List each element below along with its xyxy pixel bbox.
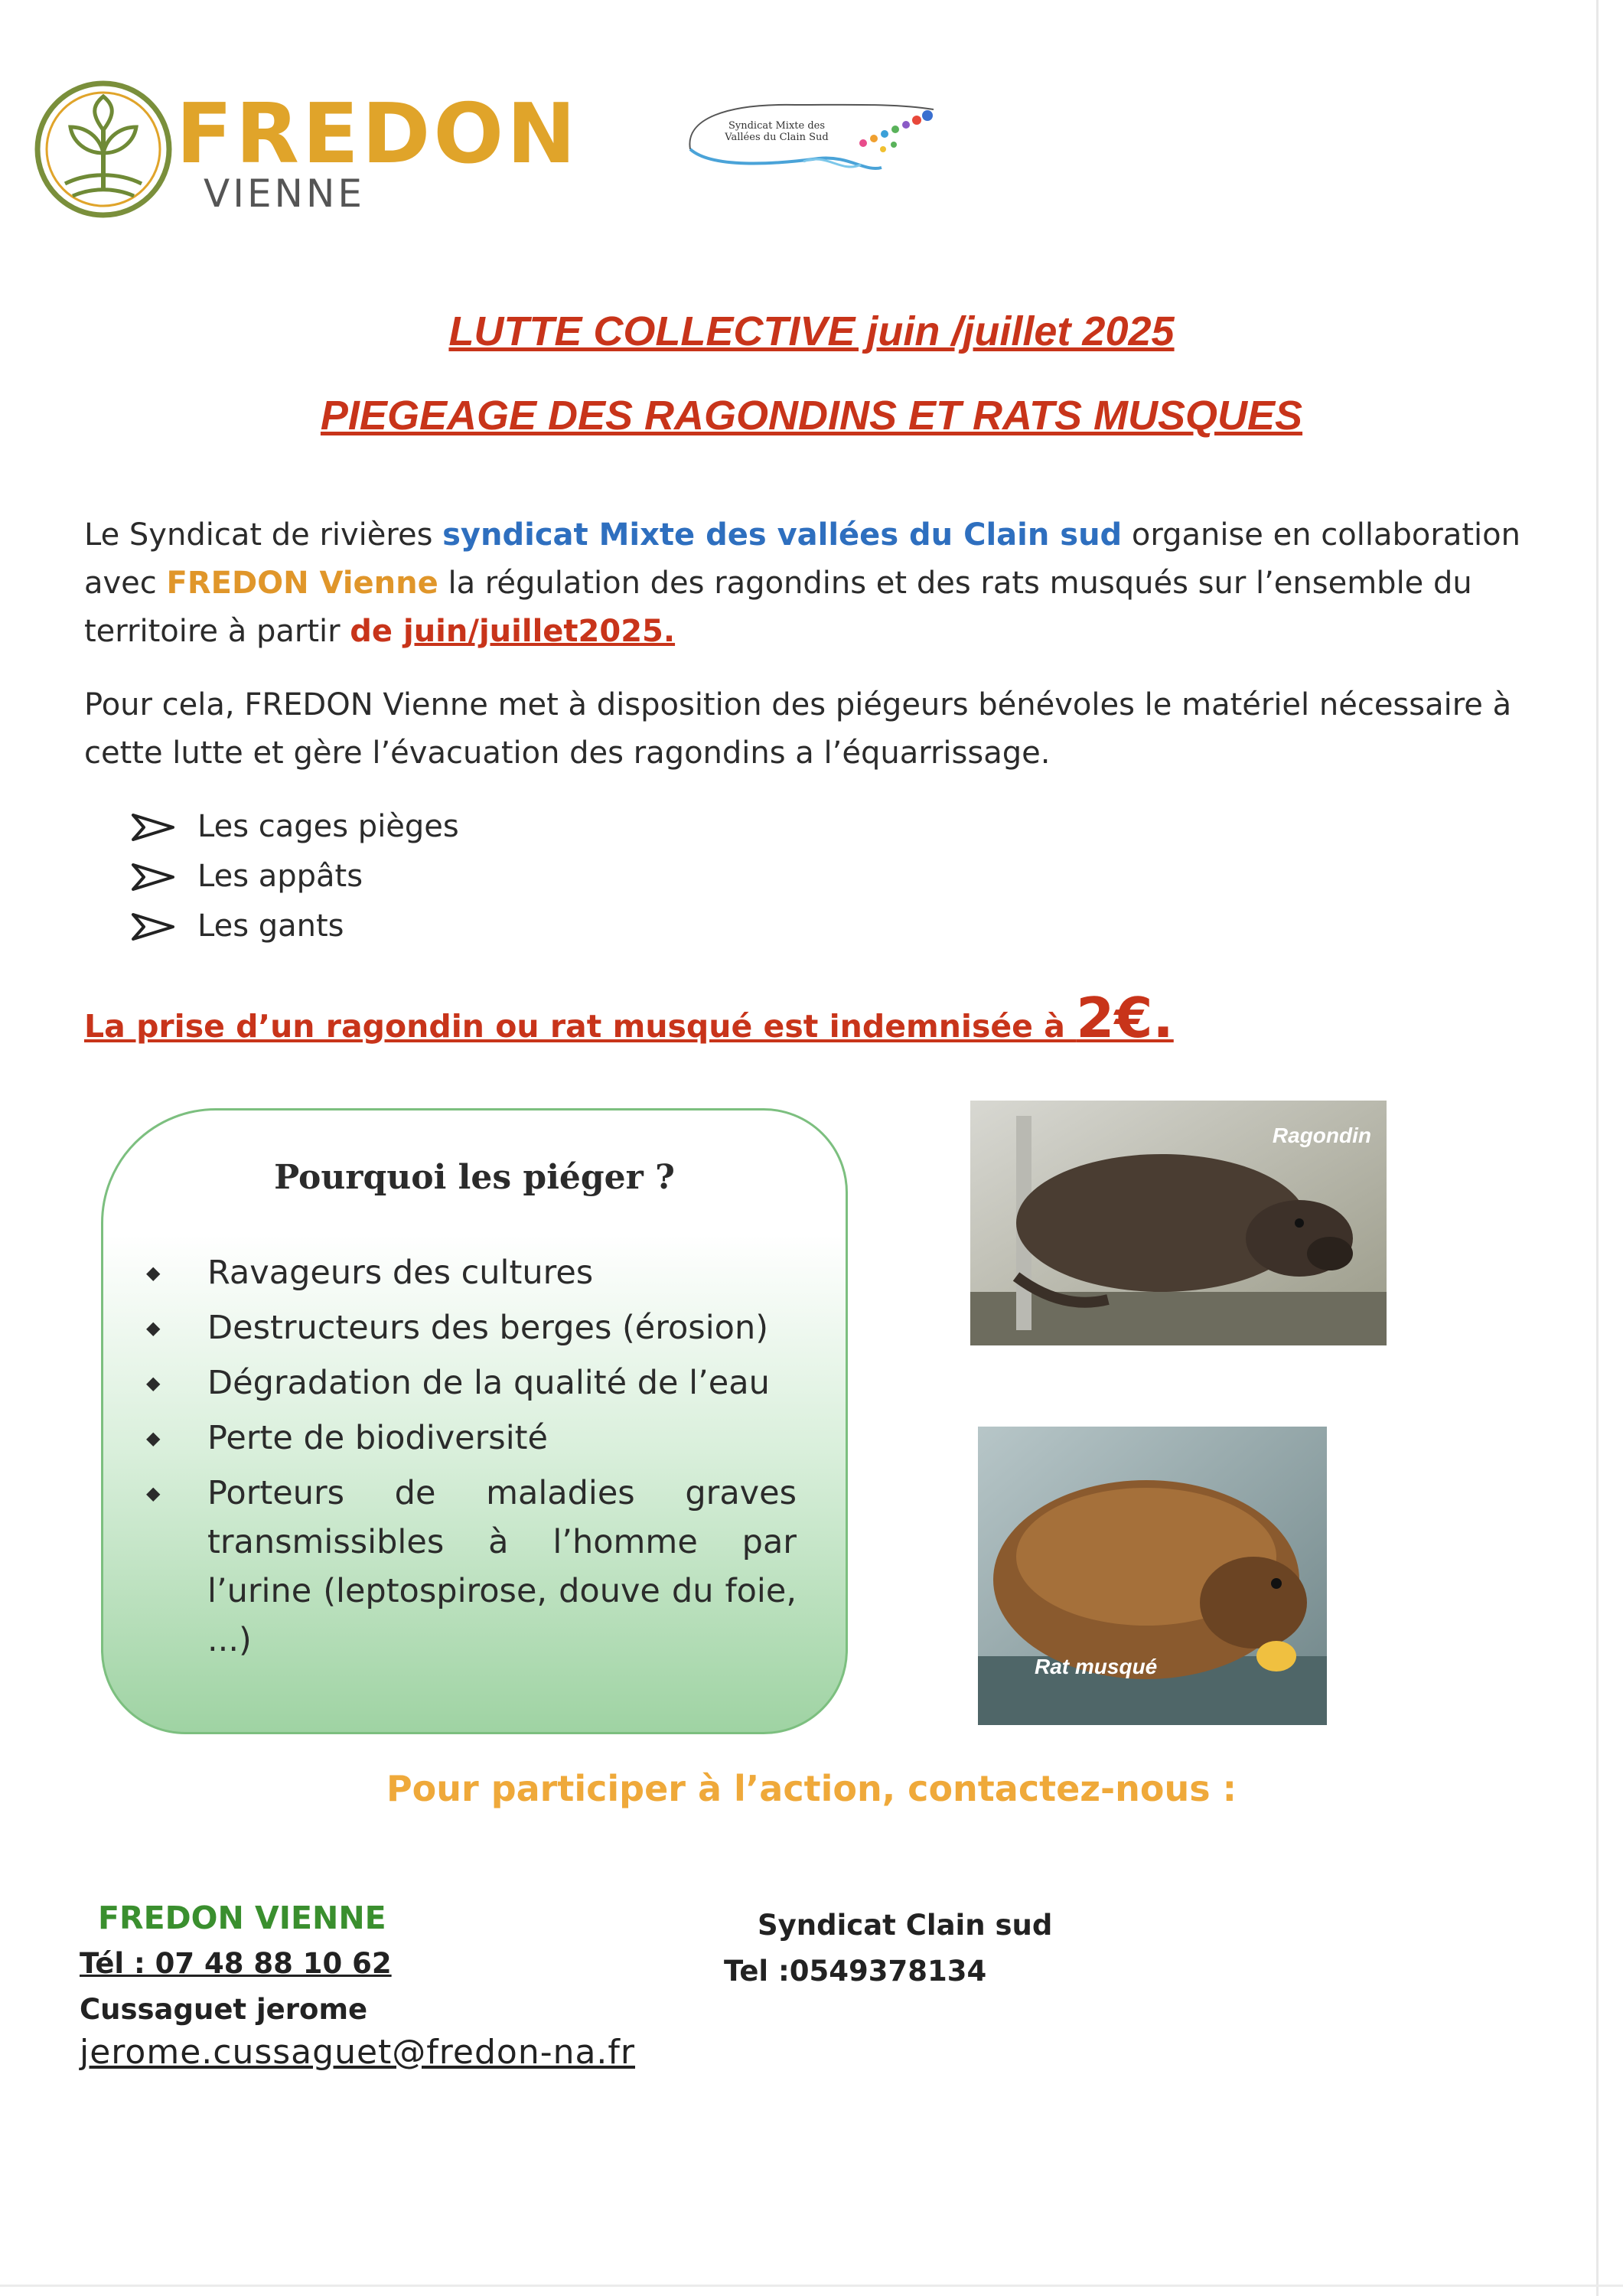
syndicat-phone[interactable]: Tel :0549378134: [724, 1955, 987, 1988]
syndicat-contact: [724, 1903, 1183, 1994]
ragondin-label: Ragondin: [1272, 1124, 1371, 1147]
list-item: [130, 852, 742, 902]
why-item-text: Ravageurs des cultures: [207, 1254, 594, 1292]
fredon-person: Cussaguet jerome: [80, 1993, 368, 2026]
why-item-text: Porteurs de maladies graves transmissibles à l’homme par l’urine (leptospirose, douve du foie, ...): [207, 1474, 797, 1659]
intro-date-highlight: juin/juillet2025.: [402, 614, 676, 649]
syndicat-logo: [681, 88, 941, 180]
diamond-bullet-icon: ◆: [146, 1317, 161, 1339]
list-item: [139, 1358, 797, 1407]
title-trapping: PIEGEAGE DES RAGONDINS ET RATS MUSQUES: [320, 393, 1303, 439]
rat-musque-photo: [978, 1427, 1327, 1725]
fredon-name-highlight: FREDON Vienne: [166, 566, 438, 601]
arrow-bullet-icon: [130, 862, 176, 892]
indemnity-amount: 2€.: [1076, 986, 1174, 1050]
diamond-bullet-icon: ◆: [146, 1372, 161, 1394]
fredon-contact: [80, 1895, 768, 2072]
list-item-label: Les gants: [197, 908, 344, 944]
leaf-emblem-icon: [31, 77, 176, 222]
why-trap-list: [139, 1248, 797, 1671]
why-trap-title: Pourquoi les piéger ?: [274, 1158, 675, 1197]
material-paragraph: Pour cela, FREDON Vienne met à disposition des piégeurs bénévoles le matériel nécessaire à cette lutte et gère l’évacuation des ragondins a l’équarrissage.: [84, 687, 1512, 771]
fredon-phone-text: Tél : 07 48 88 10 62: [80, 1947, 392, 1980]
list-item: [139, 1303, 797, 1352]
syndicat-name-highlight: syndicat Mixte des vallées du Clain sud: [442, 517, 1123, 553]
list-item: [139, 1248, 797, 1297]
diamond-bullet-icon: ◆: [146, 1482, 161, 1504]
why-item-text: Dégradation de la qualité de l’eau: [207, 1364, 770, 1402]
intro-text-c: organise en collaboration avec: [84, 517, 1520, 601]
intro-text-f: de: [350, 614, 403, 649]
diamond-bullet-icon: ◆: [146, 1262, 161, 1283]
title-campaign: LUTTE COLLECTIVE juin /juillet 2025: [448, 308, 1175, 354]
syndicat-logo-text: Syndicat Mixte des Vallées du Clain Sud: [725, 120, 829, 143]
why-item-text: Destructeurs des berges (érosion): [207, 1309, 768, 1347]
why-item-text: Perte de biodiversité: [207, 1419, 548, 1457]
arrow-bullet-icon: [130, 912, 176, 942]
why-trap-box: [101, 1108, 848, 1734]
indemnity-statement: [84, 986, 1174, 1050]
list-item-label: Les cages pièges: [197, 809, 459, 844]
fredon-phone[interactable]: [80, 1941, 768, 1987]
scan-bottom-line: [0, 2285, 1623, 2287]
contact-call-to-action: Pour participer à l’action, contactez-nous :: [386, 1768, 1237, 1809]
syndicat-contact-name: Syndicat Clain sud: [758, 1909, 1053, 1942]
list-item: [130, 902, 742, 951]
list-item: [130, 802, 742, 852]
ragondin-photo: [970, 1101, 1387, 1345]
scan-edge-line: [1596, 0, 1599, 2296]
list-item: [139, 1414, 797, 1463]
intro-text-a: Le Syndicat de rivières: [84, 517, 443, 553]
arrow-bullet-icon: [130, 812, 176, 843]
list-item-label: Les appâts: [197, 859, 363, 894]
rat-musque-label: Rat musqué: [1035, 1655, 1158, 1678]
indemnity-text: La prise d’un ragondin ou rat musqué est indemnisée à: [84, 1008, 1077, 1045]
fredon-logo-word: FREDON: [176, 86, 579, 182]
diamond-bullet-icon: ◆: [146, 1427, 161, 1449]
intro-paragraph: [84, 511, 1523, 656]
list-item: [139, 1469, 797, 1665]
fredon-email-link[interactable]: jerome.cussaguet@fredon-na.fr: [80, 2033, 635, 2072]
rat-musque-illustration: [978, 1427, 1327, 1725]
fredon-logo: [31, 77, 579, 222]
material-list: [130, 802, 742, 951]
fredon-contact-name: FREDON VIENNE: [98, 1900, 386, 1936]
fredon-logo-sub: VIENNE: [204, 171, 365, 216]
intro-text-e: la régulation des ragondins et des rats musqués sur l’ensemble du territoire à partir: [84, 566, 1472, 649]
